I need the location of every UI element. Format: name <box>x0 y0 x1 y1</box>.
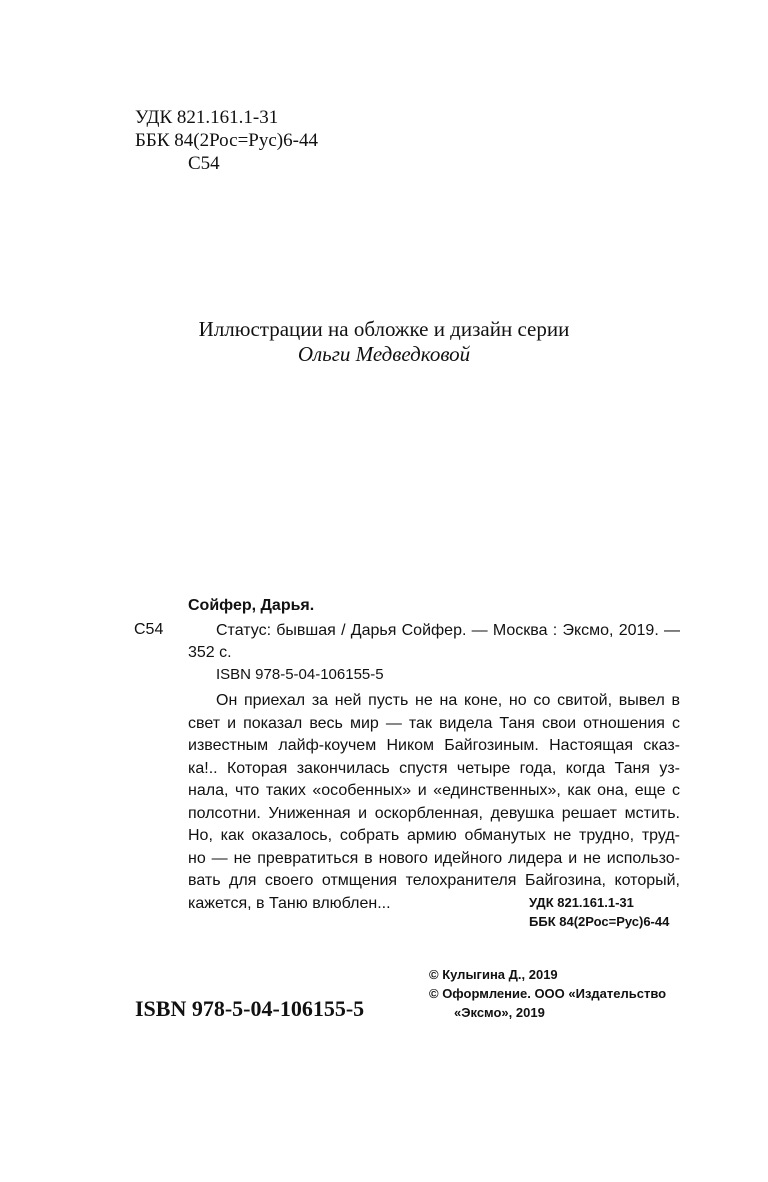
annotation <box>188 690 680 915</box>
classification-block-bottom <box>529 893 669 931</box>
annotation-line: ка!.. Которая закончилась спустя четыре года, когда Таня уз- <box>188 759 680 777</box>
bibliographic-description: Статус: бывшая / Дарья Сойфер. — Москва : Эксмо, 2019. — 352 с. <box>188 622 680 661</box>
annotation-line: полсотни. Униженная и оскорбленная, девушка решает мстить. <box>188 804 680 822</box>
annotation-line: вать для своего отмщения телохранителя Байгозина, который, <box>188 872 680 889</box>
annotation-line: Он приехал за ней пусть не на коне, но со свитой, вывел в <box>216 692 680 709</box>
bbk-code: ББК 84(2Рос=Рус)6-44 <box>135 130 318 151</box>
record-isbn: ISBN 978-5-04-106155-5 <box>216 666 384 683</box>
annotation-line: нала, что таких «особенных» и «единственных», как она, еще с <box>188 782 680 799</box>
illustration-credit <box>0 317 768 367</box>
copyright-author: © Кулыгина Д., 2019 <box>429 967 558 982</box>
copyright-design: © Оформление. ООО «Издательство <box>429 986 667 1001</box>
udk-code-bottom: УДК 821.161.1-31 <box>529 895 634 910</box>
illustration-credit-line: Иллюстрации на обложке и дизайн серии <box>198 317 570 341</box>
bbk-code-bottom: ББК 84(2Рос=Рус)6-44 <box>529 914 670 929</box>
classification-block-top <box>135 106 318 175</box>
copyright-publisher: «Эксмо», 2019 <box>454 1005 545 1020</box>
annotation-line: Но, как оказалось, собрать армию обманутых не трудно, труд- <box>188 827 680 844</box>
annotation-line: свет и показал весь мир — так видела Таня свои отношения с <box>188 714 680 732</box>
copyright-block <box>429 965 666 1022</box>
isbn-large: ISBN 978-5-04-106155-5 <box>135 996 365 1021</box>
author-sign: С54 <box>188 153 220 174</box>
record-author-sign: С54 <box>134 621 164 638</box>
annotation-line: но — не превратиться в нового идейного лидера и не использо- <box>188 849 680 867</box>
record-author: Сойфер, Дарья. <box>188 597 315 614</box>
udk-code: УДК 821.161.1-31 <box>135 107 279 128</box>
annotation-line: кажется, в Таню влюблен... <box>188 894 391 912</box>
annotation-line: известным лайф-коучем Ником Байгозиным. Настоящая сказ- <box>188 737 680 754</box>
illustrator-name: Ольги Медведковой <box>297 342 471 366</box>
